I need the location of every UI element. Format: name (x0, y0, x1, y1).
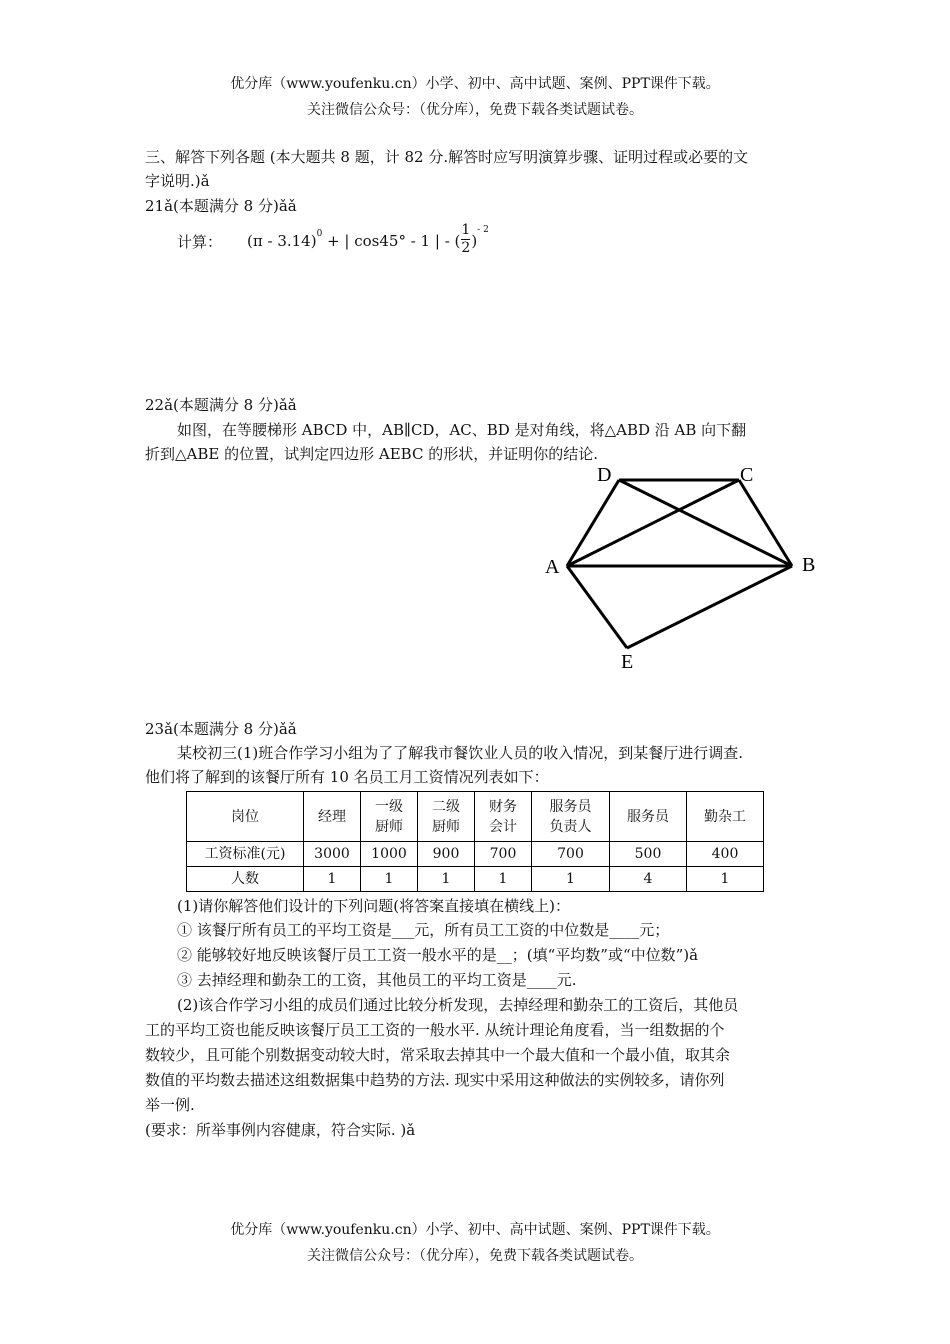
header-col: 勤杂工 (687, 792, 764, 842)
table-row (187, 867, 764, 892)
section-title-line2: 字说明.)ǎ (145, 172, 210, 190)
label-B: B (802, 554, 816, 576)
q23-requirement: (要求：所举事例内容健康，符合实际. )ǎ (145, 1121, 416, 1139)
table-row (187, 842, 764, 867)
header-col: 二级 厨师 (418, 792, 475, 842)
q23-part2-line: 举一例. (145, 1096, 195, 1114)
q21-fraction (461, 222, 470, 257)
table-cell: 700 (532, 842, 610, 867)
q21-frac-den: 2 (461, 240, 471, 256)
q22-text-line1: 如图，在等腰梯形 ABCD 中，AB∥CD，AC、BD 是对角线，将△ABD 沿 AB 向下翻 (177, 421, 747, 439)
table-cell: 500 (610, 842, 687, 867)
q23-part2-line: (2)该合作学习小组的成员们通过比较分析发现，去掉经理和勤杂工的工资后，其他员 (177, 996, 739, 1014)
q23-intro-line1: 某校初三(1)班合作学习小组为了了解我市餐饮业人员的收入情况，到某餐厅进行调查. (177, 744, 744, 762)
q21-expr-sup1: 0 (316, 229, 323, 239)
row-label: 工资标准(元) (187, 842, 304, 867)
q23-part2-line: 数较少，且可能个别数据变动较大时，常采取去掉其中一个最大值和一个最小值，取其余 (145, 1046, 731, 1064)
section-title-line1: 三、解答下列各题 (本大题共 8 题，计 82 分.解答时应写明演算步骤、证明过程或必要的文 (145, 148, 749, 166)
table-cell: 1 (304, 867, 361, 892)
table-cell: 1 (361, 867, 418, 892)
label-A: A (545, 556, 560, 578)
header-col: 服务员 负责人 (532, 792, 610, 842)
q23-part2-line: 工的平均工资也能反映该餐厅员工工资的一般水平. 从统计理论角度看，当一组数据的个 (145, 1021, 725, 1039)
q22-figure (530, 455, 830, 680)
table-cell: 4 (610, 867, 687, 892)
q22-text-line2: 折到△ABE 的位置，试判定四边形 AEBC 的形状，并证明你的结论. (145, 445, 598, 463)
q21-expr-part2: + | cos45° - 1 | - ( (322, 232, 461, 250)
page-footer-line1: 优分库（www.youfenku.cn）小学、初中、高中试题、案例、PPT课件下载。 (230, 1222, 720, 1238)
table-cell: 1000 (361, 842, 418, 867)
q23-part1-title: (1)请你解答他们设计的下列问题(将答案直接填在横线上)： (177, 897, 570, 915)
row-label: 人数 (187, 867, 304, 892)
table-cell: 900 (418, 842, 475, 867)
header-col: 财务 会计 (475, 792, 532, 842)
q21-expr-sup2: - 2 (477, 225, 489, 235)
table-cell: 700 (475, 842, 532, 867)
table-cell: 1 (532, 867, 610, 892)
header-col: 服务员 (610, 792, 687, 842)
table-cell: 400 (687, 842, 764, 867)
header-col: 一级 厨师 (361, 792, 418, 842)
q21-expr-part1: (π - 3.14) (247, 232, 317, 250)
table-cell: 1 (687, 867, 764, 892)
page-header-line2: 关注微信公众号：（优分库），免费下载各类试题试卷。 (307, 102, 643, 118)
segment-EB (627, 566, 792, 648)
table-header-row (187, 792, 764, 842)
segment-AE (567, 566, 627, 648)
q21-frac-num: 1 (461, 222, 471, 238)
q23-heading: 23ǎ(本题满分 8 分)ǎǎ (145, 720, 297, 738)
q23-part2-line: 数值的平均数去描述这组数据集中趋势的方法. 现实中采用这种做法的实例较多，请你列 (145, 1071, 725, 1089)
header-col: 经理 (304, 792, 361, 842)
label-D: D (597, 464, 612, 486)
q22-heading: 22ǎ(本题满分 8 分)ǎǎ (145, 396, 297, 414)
table-cell: 1 (475, 867, 532, 892)
q23-intro-line2: 他们将了解到的该餐厅所有 10 名员工月工资情况列表如下： (145, 768, 549, 786)
q23-part1-item: ① 该餐厅所有员工的平均工资是___元，所有员工工资的中位数是____元； (177, 921, 670, 939)
wage-table (186, 791, 764, 892)
header-label: 岗位 (187, 792, 304, 842)
q23-part1-item: ② 能够较好地反映该餐厅员工工资一般水平的是__；(填“平均数”或“中位数”)ǎ (177, 946, 699, 964)
table-cell: 1 (418, 867, 475, 892)
page-header-line1: 优分库（www.youfenku.cn）小学、初中、高中试题、案例、PPT课件下载。 (230, 76, 720, 92)
table-cell: 3000 (304, 842, 361, 867)
page-footer-line2: 关注微信公众号：（优分库），免费下载各类试题试卷。 (307, 1248, 643, 1264)
q21-expression (247, 222, 489, 272)
q21-expr-part3: ) (471, 232, 478, 250)
q23-part1-item: ③ 去掉经理和勤杂工的工资，其他员工的平均工资是____元. (177, 971, 577, 989)
q21-label: 计算： (177, 233, 223, 251)
label-E: E (621, 651, 634, 673)
q21-heading: 21ǎ(本题满分 8 分)ǎǎ (145, 197, 297, 215)
label-C: C (740, 464, 754, 486)
